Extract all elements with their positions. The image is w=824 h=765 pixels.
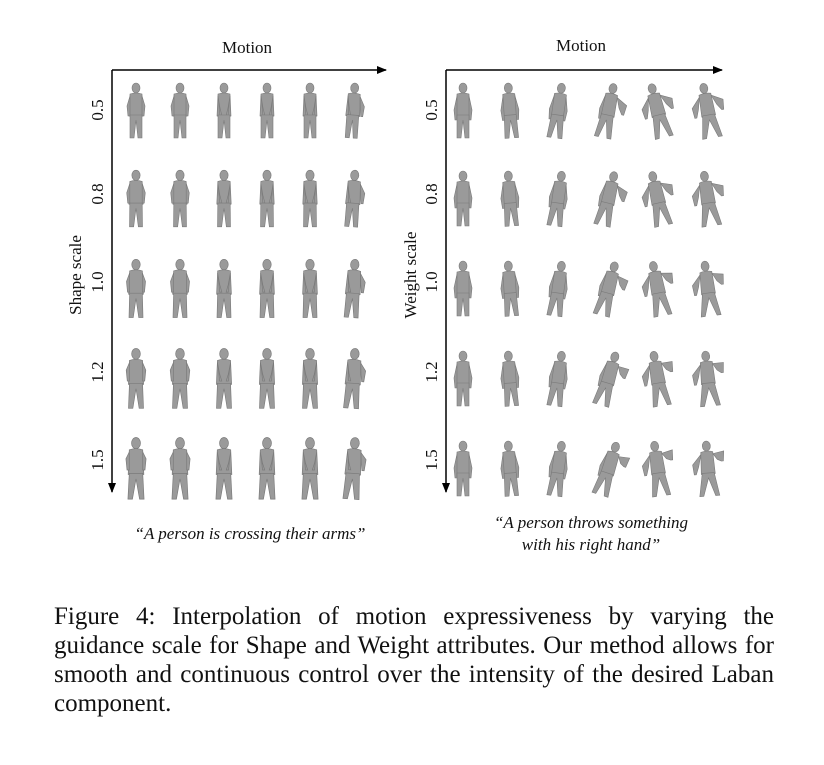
human-figure	[259, 438, 275, 500]
human-figure	[303, 83, 317, 138]
human-figure	[343, 437, 368, 500]
figure-caption-text: Interpolation of motion expressiveness by varying the guidance scale for Shape and Weight attributes. Our method allows for smooth and continuous control over the intensity of the desired Laban component.	[54, 603, 774, 717]
human-figure	[303, 170, 317, 227]
human-figure	[216, 438, 232, 500]
right-scale-tick: 1.5	[422, 449, 441, 471]
human-figure	[499, 170, 521, 226]
right-y-axis-label: Weight scale	[401, 231, 420, 319]
human-figure	[690, 350, 727, 408]
human-figure	[343, 348, 367, 409]
human-figure	[344, 83, 366, 139]
right-subcaption-line2: with his right hand”	[521, 535, 661, 554]
right-scale-tick: 1.2	[422, 361, 441, 383]
human-figure	[260, 83, 274, 138]
human-figure	[260, 259, 275, 317]
figure-caption-label: Figure 4:	[54, 603, 156, 630]
figure-caption	[54, 602, 774, 718]
left-scale-tick: 1.0	[88, 271, 107, 293]
human-figure	[216, 348, 231, 408]
human-figure	[499, 440, 521, 496]
human-figure	[260, 170, 274, 227]
human-figure	[499, 260, 521, 316]
human-figure	[127, 83, 145, 138]
human-figure	[126, 259, 145, 317]
right-subcaption-line1: “A person throws something	[493, 513, 689, 532]
human-figure	[499, 350, 521, 406]
human-figure	[454, 351, 472, 406]
left-figure-grid	[126, 83, 368, 500]
left-scale-tick: 0.8	[88, 183, 107, 205]
human-figure	[638, 258, 680, 318]
human-figure	[691, 440, 727, 497]
human-figure	[171, 170, 190, 227]
human-figure	[170, 348, 190, 408]
right-figure-grid	[454, 80, 729, 500]
human-figure	[454, 171, 472, 226]
human-figure	[689, 169, 729, 228]
human-figure	[344, 170, 366, 228]
right-subcaption	[446, 512, 736, 556]
right-scale-tick: 1.0	[422, 271, 441, 293]
human-figure	[344, 259, 367, 318]
human-figure	[303, 259, 318, 317]
human-figure	[259, 348, 274, 408]
human-figure	[636, 80, 680, 141]
human-figure	[302, 438, 318, 500]
human-figure	[217, 170, 231, 227]
human-figure	[545, 170, 570, 227]
left-subcaption: “A person is crossing their arms”	[134, 524, 366, 543]
human-figure	[688, 80, 729, 140]
human-figure	[639, 439, 678, 498]
human-figure	[171, 83, 189, 138]
human-figure	[454, 261, 472, 316]
human-figure	[127, 170, 146, 227]
human-figure	[545, 260, 570, 317]
left-scale-tick: 1.2	[88, 361, 107, 383]
human-figure	[593, 260, 632, 320]
left-scale-tick: 1.5	[88, 449, 107, 471]
human-figure	[499, 82, 521, 138]
human-figure	[170, 259, 189, 317]
human-figure	[454, 441, 472, 496]
human-figure	[637, 168, 680, 229]
left-scale-tick: 0.5	[88, 99, 107, 121]
left-y-axis-label: Shape scale	[66, 235, 85, 315]
human-figure	[594, 82, 631, 141]
human-figure	[592, 350, 633, 410]
human-figure	[593, 170, 631, 230]
human-figure	[690, 259, 728, 317]
human-figure	[126, 438, 146, 500]
human-figure	[217, 259, 232, 317]
human-figure	[454, 83, 472, 138]
human-figure	[545, 440, 570, 497]
left-x-axis-label: Motion	[222, 38, 273, 57]
human-figure	[545, 350, 570, 407]
human-figure	[170, 438, 190, 500]
right-scale-tick: 0.8	[422, 183, 441, 205]
human-figure	[217, 83, 231, 138]
human-figure	[126, 348, 146, 408]
human-figure	[302, 348, 317, 408]
right-scale-tick: 0.5	[422, 99, 441, 121]
right-x-axis-label: Motion	[556, 36, 607, 55]
human-figure	[638, 349, 679, 409]
human-figure	[545, 82, 570, 139]
human-figure	[591, 440, 633, 500]
